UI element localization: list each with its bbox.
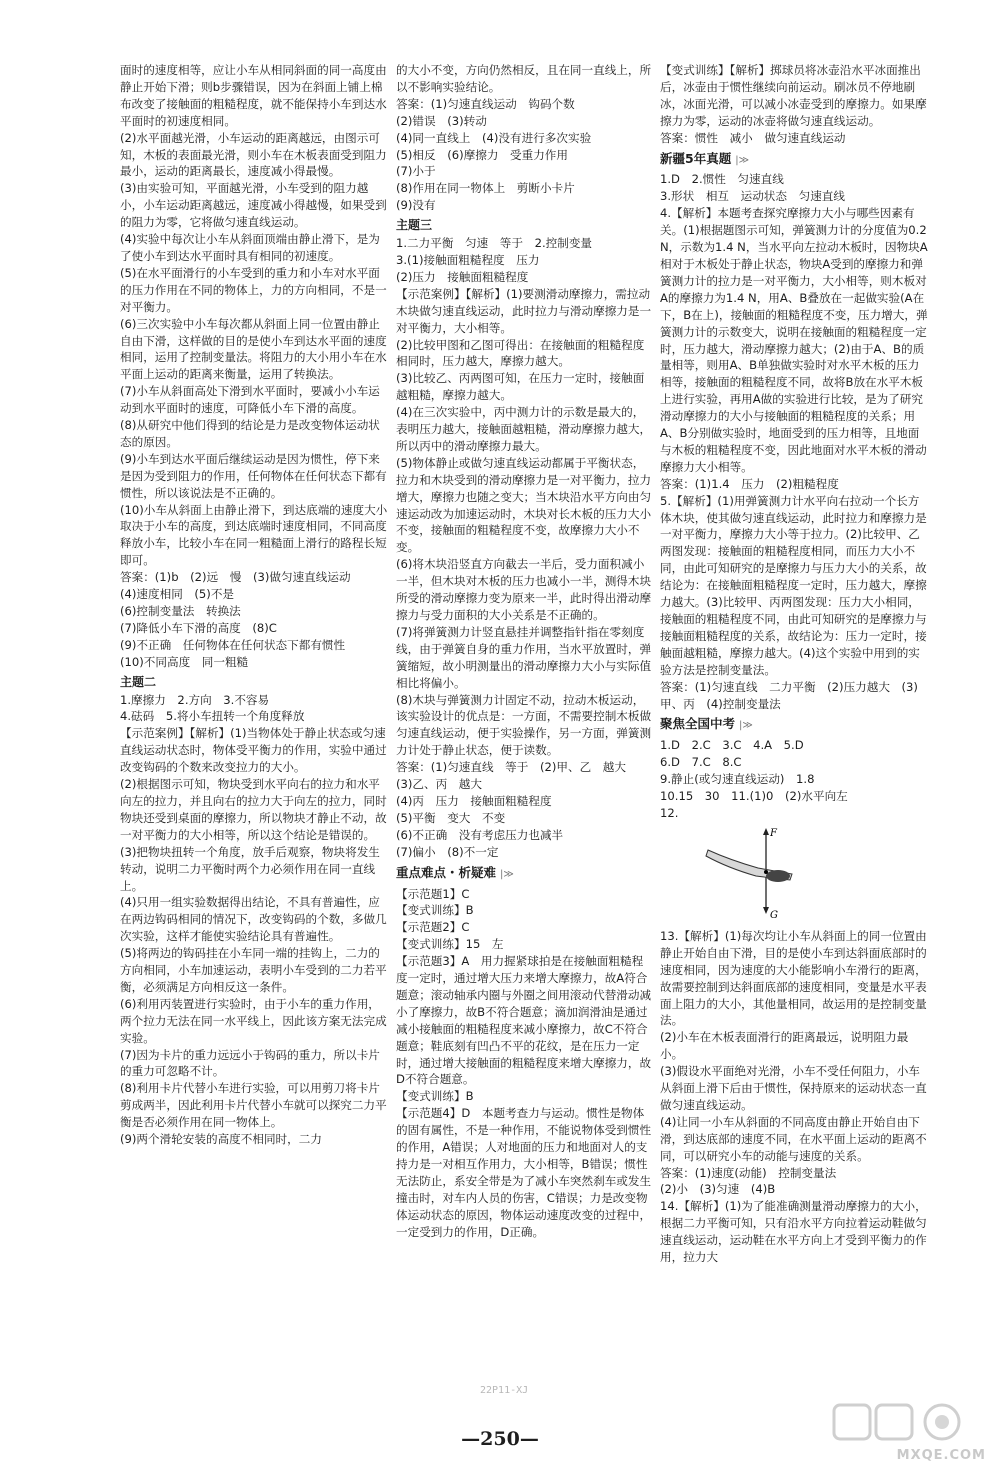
paragraph: (8)木块与弹簧测力计固定不动，拉动木板运动，该实验设计的优点是：一方面，不需要控制木板做匀速直线运动，便于实验操作，另一方面，弹簧测力计处于静止状态，便于读数。 <box>396 692 652 758</box>
paragraph: (3)把物块扭转一个角度，放手后观察，物块将发生转动，说明二力平衡时两个力必须作用在同一直线上。 <box>120 844 380 893</box>
answer-line: 6.D 7.C 8.C <box>660 755 742 770</box>
answer-line: 1.D 2.惯性 匀速直线 <box>660 172 784 187</box>
paragraph: (2)小车在木板表面滑行的距离最远，说明阻力最小。 <box>660 1030 909 1062</box>
force-diagram-figure <box>660 824 928 922</box>
paragraph: (2)比较甲图和乙图可得出：在接触面的粗糙程度相同时，压力越大，摩擦力越大。 <box>396 337 645 369</box>
answer-line: (6)控制变量法 转换法 <box>120 604 241 618</box>
paragraph: 【示范案例】【解析】(1)要测滑动摩擦力，需拉动木块做匀速直线运动，此时拉力与滑动摩擦力是一对平衡力，大小相等。 <box>396 286 652 335</box>
answer-line: (8)作用在同一物体上 剪断小卡片 <box>396 181 575 196</box>
paragraph: (8)利用卡片代替小车进行实验，可以用剪刀将卡片剪成两半，因此利用卡片代替小车就可以探究二力平衡是否必须作用在同一物体上。 <box>120 1081 387 1130</box>
answer-line: 1.摩擦力 2.方向 3.不容易 <box>120 692 270 707</box>
answer-line: 答案：(1)匀速直线运动 钩码个数 <box>396 96 575 111</box>
watermark <box>814 1401 986 1463</box>
section-heading-text: 新疆5年真题 <box>660 150 732 166</box>
double-arrow-icon: |≫ <box>739 720 753 732</box>
answer-line: 12. <box>660 805 679 820</box>
answer-line: (7)降低小车下滑的高度 (8)C <box>120 620 277 635</box>
answer-line: 1.二力平衡 匀速 等于 2.控制变量 <box>396 236 593 251</box>
paragraph: 4.【解析】本题考查探究摩擦力大小与哪些因素有关。(1)根据题图示可知，弹簧测力计的分度值为0.2 N，示数为1.4 N，当水平向左拉动木板时，因物块A相对于木板处于静止状态，物块A受到的摩擦力和弹簧测力计的拉力是一对平衡力，大小相等，则木板对A的摩擦力为1.4 N，用A、B叠放在一起做实验(A在下，B在上)，接触面的粗糙程度不变，压力增大，弹簧测力计的示数变大，说明在接触面的粗糙程度一定时，压力越大，滑动摩擦力越大；(2)由于A、B的质量相等，则用A、B单独做实验时对水平木板的压力相等，接触面的粗糙程度不同，故将B放在水平木板上进行实验，再用A做的实验进行比较，是为了研究滑动摩擦力的大小与接触面的粗糙程度的关系；用A、B分别做实验时，地面受到的压力相等，且地面与木板的粗糙程度不变，因此地面对水平木板的滑动摩擦力大小相等。 <box>660 206 931 474</box>
watermark-text: MXQE.COM <box>896 1448 986 1463</box>
answer-line: (5)平衡 变大 不变 <box>396 810 506 825</box>
answer-line: (9)不正确 任何物体在任何状态下都有惯性 <box>120 637 346 652</box>
label-f: F <box>770 827 777 839</box>
paragraph: (7)小车从斜面高处下滑到水平面时，要减小小车运动到水平面时的速度，可降低小车下滑的高度。 <box>120 384 380 416</box>
answer-line: 1.D 2.C 3.C 4.A 5.D <box>660 738 804 753</box>
column-right <box>660 62 931 1418</box>
section-heading <box>660 716 928 735</box>
answer-line: 答案：(1)b (2)远 慢 (3)做匀速直线运动 <box>120 570 351 585</box>
answer-line: 9.静止(或匀速直线运动) 1.8 <box>660 772 815 787</box>
column-middle <box>396 62 652 1418</box>
answer-line: (4)丙 压力 接触面粗糙程度 <box>396 793 552 808</box>
paragraph: 13.【解析】(1)每次均让小车从斜面上的同一位置由静止开始自由下滑，目的是使小车到达斜面底部时的速度相同，因为速度的大小能影响小车滑行的距离，故需要控制到达斜面底部的速度相同，变量是水平表面上阻力的大小，其他量相同，故运用的是控制变量法。 <box>660 928 927 1028</box>
answer-line: 答案：(1)匀速直线 等于 (2)甲、乙 越大 <box>396 760 626 775</box>
center-point <box>764 870 768 874</box>
double-arrow-icon: |≫ <box>735 154 750 166</box>
paragraph: (3)由实验可知，平面越光滑，小车受到的阻力越小，小车运动距离越远，速度减小得越慢，如果受到的阻力为零，它将做匀速直线运动。 <box>120 181 387 230</box>
answer-line: (7)小于 <box>396 164 436 179</box>
section-heading-text: 聚焦全国中考 <box>660 716 736 732</box>
paragraph: (9)两个滑轮安装的高度不相同时，二力 <box>120 1132 322 1147</box>
answer-line: (2)错误 (3)转动 <box>396 113 487 128</box>
paragraph: 【示范题3】A 用力握紧球拍是在接触面粗糙程度一定时，通过增大压力来增大摩擦力，故A符合题意；滚动轴承内圈与外圈之间用滚动代替滑动减小了摩擦力，故B不符合题意；滴加润滑油是通过减小接触面的粗糙程度来减小摩擦力，故C不符合题意；鞋底刻有凹凸不平的花纹，是在压力一定时，通过增大接触面的粗糙程度来增大摩擦力，故D不符合题意。 <box>396 954 652 1087</box>
answer-line: 4.砝码 5.将小车扭转一个角度释放 <box>120 709 305 724</box>
paragraph: 【变式训练】【解析】掷球员将冰壶沿水平冰面推出后，冰壶由于惯性继续向前运动。刷冰员不停地刷冰，冰面光滑，可以减小冰壶受到的摩擦力。如果摩擦力为零，运动的冰壶将做匀速直线运动。 <box>660 63 927 128</box>
answer-line: (7)偏小 (8)不一定 <box>396 844 499 859</box>
paragraph: (10)小车从斜面上由静止滑下，到达底端的速度大小取决于小车的高度，到达底端时速度相同，不同高度释放小车，比较小车在同一粗糙面上滑行的路程长短即可。 <box>120 502 388 568</box>
paragraph: (2)水平面越光滑，小车运动的距离越远，由图示可知，木板的表面最光滑，则小车在木板表面受到阻力最小，运动的距离最长，速度减小得最慢。 <box>120 130 387 179</box>
print-code: 22P11-XJ <box>480 1385 529 1396</box>
paragraph: 面时的速度相等，应让小车从相同斜面的同一高度由静止开始下滑；则b步骤错误，因为在斜面上铺上棉布改变了接触面的粗糙程度，就不能保持小车到达水平面时的初速度相同。 <box>120 63 387 128</box>
section-heading <box>660 151 928 170</box>
label-g: G <box>770 909 778 921</box>
paragraph: (9)小车到达水平面后继续运动是因为惯性，停下来是因为受到阻力的作用，任何物体在任何状态下都有惯性，所以该说法是不正确的。 <box>120 451 387 500</box>
answer-line: (10)不同高度 同一粗糙 <box>120 654 249 669</box>
object-ball <box>766 870 790 882</box>
answer-line: 答案：惯性 减小 做匀速直线运动 <box>660 130 846 145</box>
paragraph: (4)实验中每次让小车从斜面顶端由静止滑下，是为了使小车到达水平面时具有相同的初速度。 <box>120 232 380 263</box>
paragraph: (5)将两边的钩码挂在小车同一端的挂钩上，二力的方向相同，小车加速运动，表明小车受到的二力若平衡，必须满足方向相反这一条件。 <box>120 946 387 994</box>
answer-line: 3.形状 相互 运动状态 匀速直线 <box>660 189 845 204</box>
answer-line: 答案：(1)速度(动能) 控制变量法 <box>660 1165 837 1180</box>
answer-line: 10.15 30 11.(1)0 (2)水平向左 <box>660 789 848 804</box>
paragraph: (3)比较乙、丙两图可知，在压力一定时，接触面越粗糙，摩擦力越大。 <box>396 371 645 403</box>
column-left <box>120 62 388 1418</box>
answer-line: (2)压力 接触面粗糙程度 <box>396 269 529 284</box>
answer-line: 【示范题2】C <box>396 920 470 935</box>
answer-line: (9)没有 <box>396 198 436 213</box>
paragraph: (7)将弹簧测力计竖直悬挂并调整指针指在零刻度线，由于弹簧自身的重力作用，当水平放置时，弹簧缩短，故小明测量出的滑动摩擦力大小与实际值相比将偏小。 <box>396 624 652 690</box>
section-heading-text: 重点难点・析疑难 <box>396 864 497 880</box>
answer-line: (5)相反 (6)摩擦力 受重力作用 <box>396 147 568 162</box>
paragraph: (5)在水平面滑行的小车受到的重力和小车对水平面的压力作用在不同的物体上，力的方向相同，不是一对平衡力。 <box>120 265 387 314</box>
arrowhead-up-icon <box>763 828 769 835</box>
paragraph: (4)让同一小车从斜面的不同高度由静止开始自由下滑，到达底部的速度不同，在水平面上运动的距离不同，可以研究小车的动能与速度的关系。 <box>660 1114 927 1163</box>
answer-line: 【示范题1】C <box>396 886 470 901</box>
answer-line: 【变式训练】B <box>396 903 474 918</box>
paragraph: (6)利用丙装置进行实验时，由于小车的重力作用，两个拉力无法在同一水平线上，因此该方案无法完成实验。 <box>120 996 387 1045</box>
answer-line: 【变式训练】15 左 <box>396 937 504 952</box>
paragraph: (2)根据图示可知，物块受到水平向右的拉力和水平向左的拉力，并且向右的拉力大于向左的拉力，同时物块还受到桌面的摩擦力，所以物块才静止不动，故一对平衡力的大小相等，所以这个结论是错误的。 <box>120 777 387 842</box>
answer-line: 答案：(1)匀速直线 二力平衡 (2)压力越大 (3)甲、丙 (4)控制变量法 <box>660 679 918 711</box>
answer-line: 3.(1)接触面粗糙程度 压力 <box>396 252 540 267</box>
answer-line: 【变式训练】B <box>396 1089 474 1104</box>
paragraph: (4)在三次实验中，丙中测力计的示数是最大的，表明压力越大，接触面越粗糙，滑动摩擦力越大，所以丙中的滑动摩擦力最大。 <box>396 405 652 453</box>
paragraph: 5.【解析】(1)用弹簧测力计水平向右拉动一个长方体木块，使其做匀速直线运动，此时拉力和摩擦力是一对平衡力，摩擦力大小等于拉力。(2)比较甲、乙两图发现：接触面的粗糙程度相同，而压力大小不同，由此可知研究的是摩擦力与压力大小的关系，故结论为：在接触面粗糙程度一定时，压力越大，摩擦力越大。(3)比较甲、丙两图发现：压力大小相同，接触面的粗糙程度不同，由此可知研究的是摩擦力与接触面粗糙程度的关系，故结论为：压力一定时，接触面越粗糙，摩擦力越大。(4)这个实验中用到的实验方法是控制变量法。 <box>660 493 927 677</box>
answer-line: (3)乙、丙 越大 <box>396 777 482 792</box>
paragraph: (5)物体静止或做匀速直线运动都属于平衡状态，拉力和木块受到的滑动摩擦力是一对平衡力，拉力增大，摩擦力也随之变大；当木块沿水平方向由匀速运动改为加速运动时，木块对长木板的压力大小不变，接触面的粗糙程度不变，故摩擦力大小不变。 <box>396 455 652 555</box>
paragraph: (7)因为卡片的重力远远小于钩码的重力，所以卡片的重力可忽略不计。 <box>120 1047 380 1079</box>
arrowhead-down-icon <box>763 907 769 914</box>
answer-line: (2)小 (3)匀速 (4)B <box>660 1182 776 1197</box>
answer-line: (4)同一直线上 (4)没有进行多次实验 <box>396 130 592 145</box>
topic-heading: 主题三 <box>396 218 433 233</box>
paragraph: 【示范案例】【解析】(1)当物体处于静止状态或匀速直线运动状态时，物体受平衡力的作用，实验中通过改变钩码的个数来改变拉力的大小。 <box>120 726 387 775</box>
double-arrow-icon: |≫ <box>500 868 514 880</box>
paragraph: 【示范题4】D 本题考查力与运动。惯性是物体的固有属性，不是一种作用，不能说物体受到惯性的作用，A错误；人对地面的压力和地面对人的支持力是一对相互作用力，大小相等，B错误；惯性无法防止，系安全带是为了减小车突然刹车或发生撞击时，对车内人员的伤害，C错误；力是改变物体运动状态的原因，物体运动速度改变的过程中，一定受到力的作用，D正确。 <box>396 1106 652 1239</box>
paragraph: 14.【解析】(1)为了能准确测量滑动摩擦力的大小，根据二力平衡可知，只有沿水平方向拉着运动鞋做匀速直线运动，运动鞋在水平方向上才受到平衡力的作用，拉力大 <box>660 1199 927 1265</box>
paragraph: (6)将木块沿竖直方向截去一半后，受力面积减小一半，但木块对木板的压力也减小一半，测得木块所受的滑动摩擦力变为原来一半，此时得出滑动摩擦力与受力面积的大小关系是不正确的。 <box>396 557 652 622</box>
topic-heading: 主题二 <box>120 674 157 689</box>
answer-line: 答案：(1)1.4 压力 (2)粗糙程度 <box>660 476 839 491</box>
paragraph: (4)只用一组实验数据得出结论，不具有普遍性，应在两边钩码相同的情况下，改变钩码的个数，多做几次实验，这样才能使实验结论具有普遍性。 <box>120 895 387 944</box>
paragraph: (8)从研究中他们得到的结论是力是改变物体运动状态的原因。 <box>120 418 380 449</box>
answer-line: (6)不正确 没有考虑压力也减半 <box>396 827 564 842</box>
section-heading <box>396 865 652 884</box>
page-number: —250— <box>461 1428 539 1450</box>
paragraph: (6)三次实验中小车每次都从斜面上同一位置由静止自由下滑，这样做的目的是使小车到达水平面的速度相同，运用了控制变量法。将阻力的大小用小车在水平面上运动的距离来衡量，运用了转换法。 <box>120 316 387 382</box>
watermark-logo <box>814 1401 986 1445</box>
answer-line: (4)速度相同 (5)不是 <box>120 587 235 602</box>
force-diagram <box>700 824 820 920</box>
paragraph: 的大小不变，方向仍然相反，且在同一直线上，所以不影响实验结论。 <box>396 63 652 94</box>
paragraph: (3)假设水平面绝对光滑，小车不受任何阻力，小车从斜面上滑下后由于惯性，保持原来的运动状态一直做匀速直线运动。 <box>660 1064 927 1112</box>
